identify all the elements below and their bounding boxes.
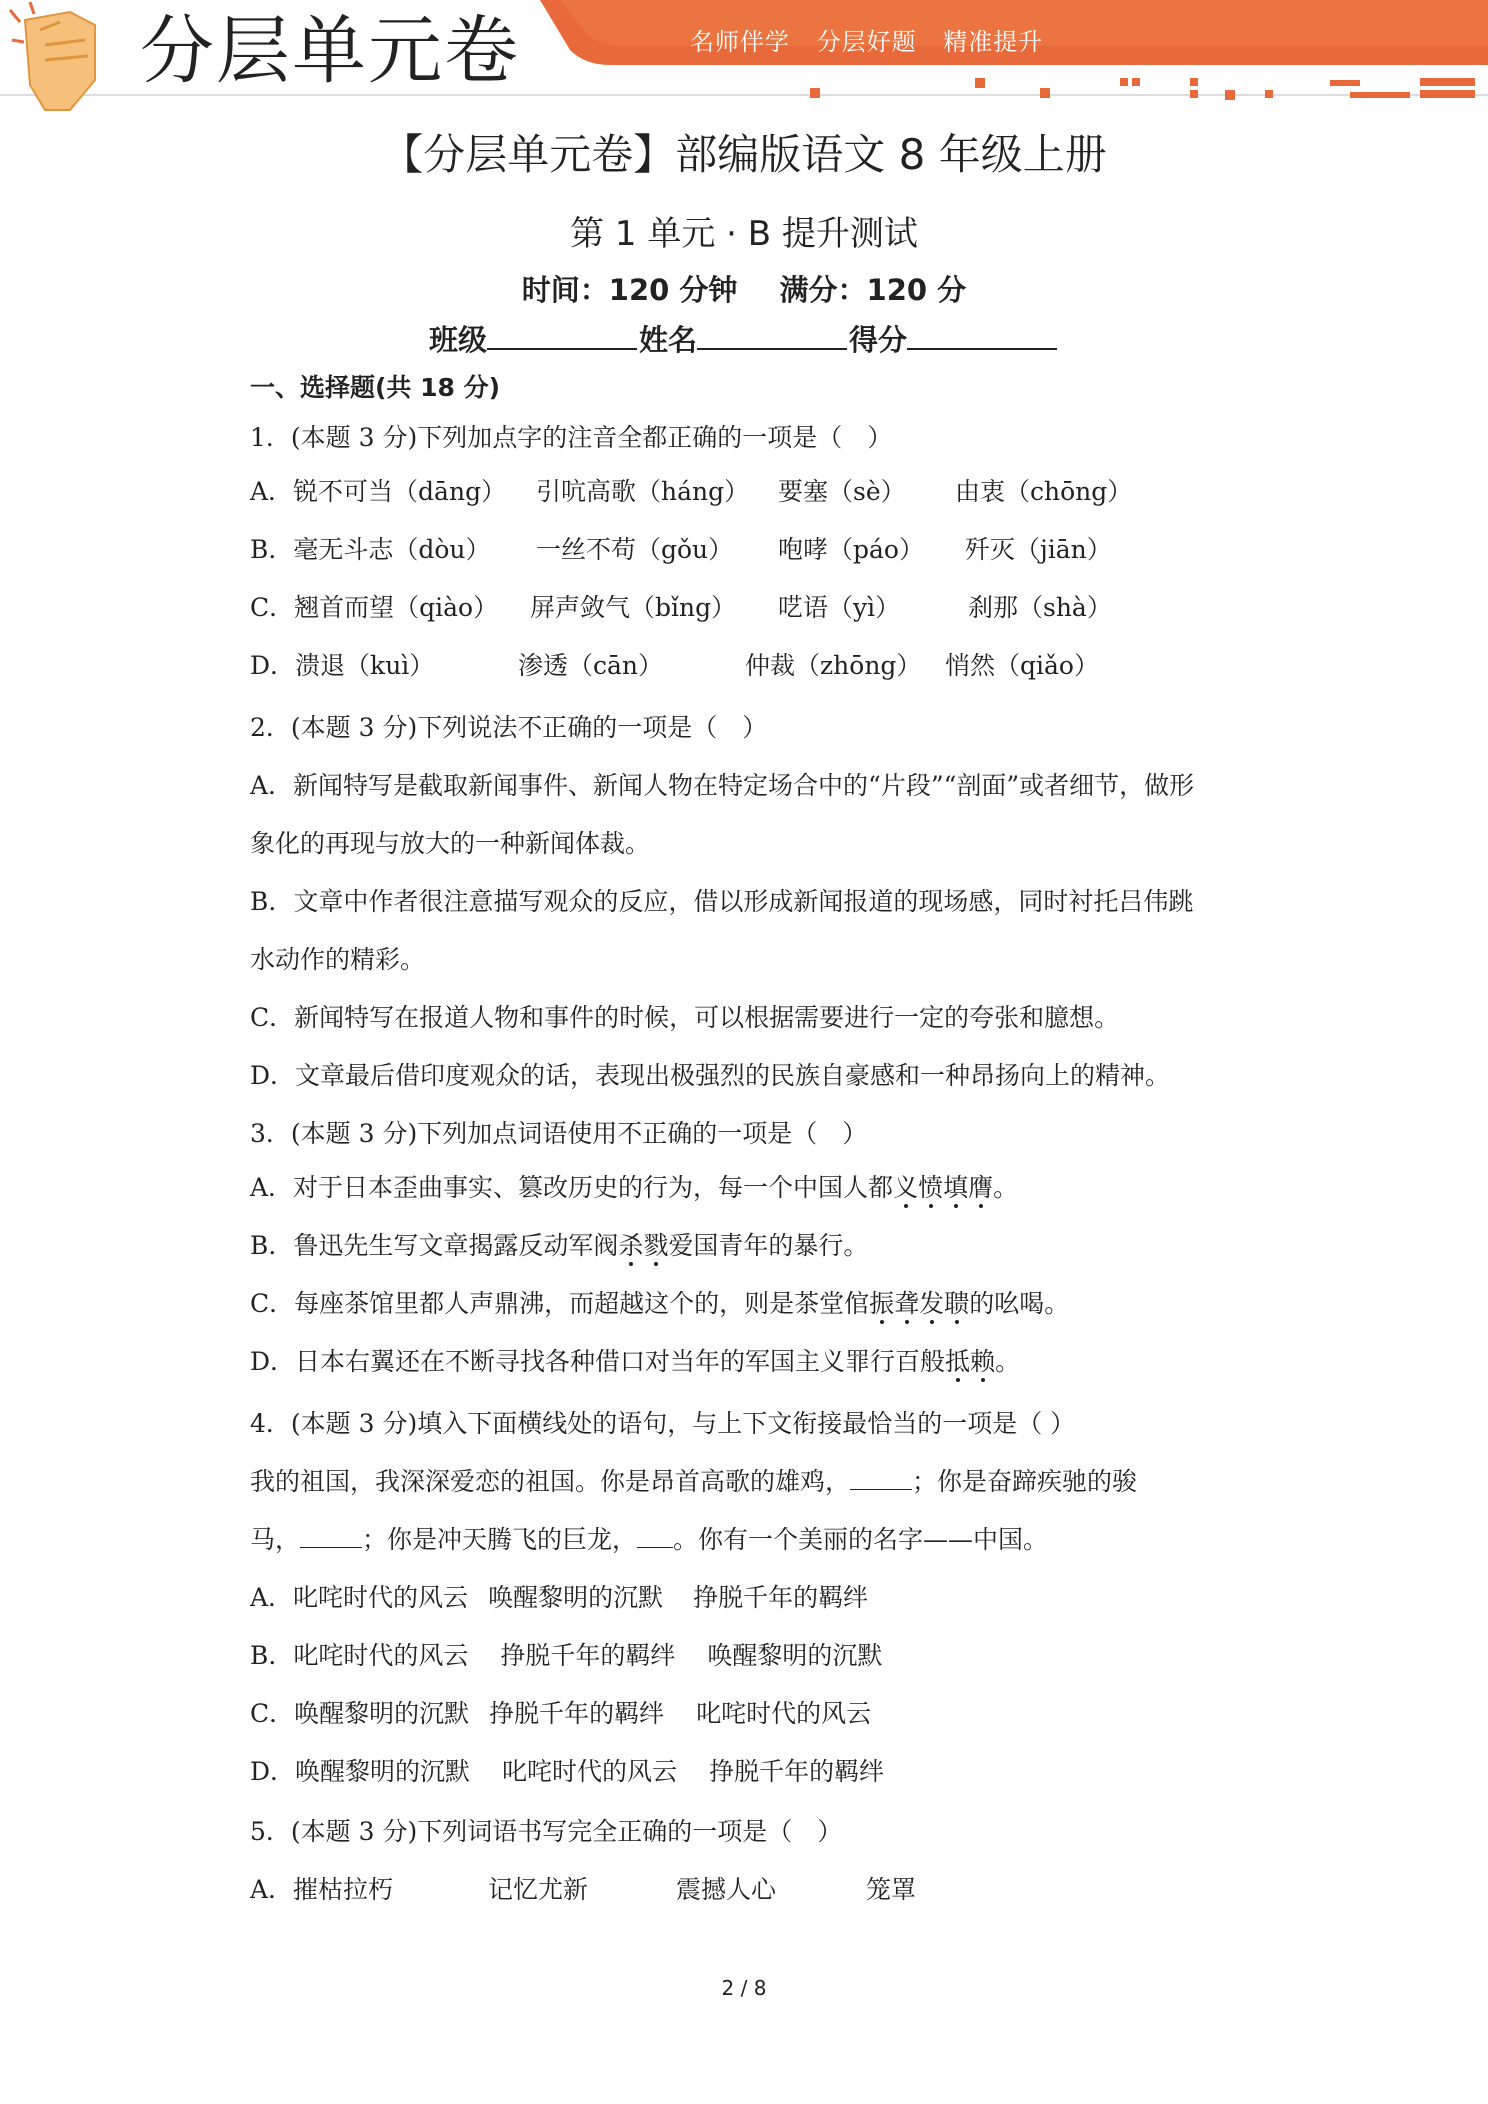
- q2-option-d[interactable]: D．文章最后借印度观众的话，表现出极强烈的民族自豪感和一种昂扬向上的精神。: [250, 1061, 1171, 1090]
- student-fields: [0, 318, 1488, 359]
- q2-option-b[interactable]: B．文章中作者很注意描写观众的反应，借以形成新闻报道的现场感，同时衬托吕伟跳: [250, 887, 1194, 916]
- q4-option-a[interactable]: A．叱咤时代的风云 唤醒黎明的沉默 挣脱千年的羁绊: [250, 1583, 869, 1612]
- page-number: 2 / 8: [721, 1976, 767, 2000]
- q2-option-a[interactable]: A．新闻特写是截取新闻事件、新闻人物在特定场合中的“片段”“剖面”或者细节，做形: [250, 771, 1195, 800]
- q3-option-d[interactable]: D．日本右翼还在不断寻找各种借口对当年的军国主义罪行百般抵赖。: [250, 1347, 1021, 1376]
- score-field-label: 得分: [849, 323, 908, 357]
- q2-option-a-cont: 象化的再现与放大的一种新闻体裁。: [250, 829, 651, 858]
- score-blank[interactable]: [907, 320, 1057, 350]
- dotted-word: 振聋发聩: [869, 1289, 970, 1318]
- class-label: 班级: [428, 323, 487, 357]
- q4-option-c[interactable]: C．唤醒黎明的沉默 挣脱千年的羁绊 叱咤时代的风云: [250, 1699, 872, 1728]
- q2-option-c[interactable]: C．新闻特写在报道人物和事件的时候，可以根据需要进行一定的夸张和臆想。: [250, 1003, 1120, 1032]
- q4-passage-line2: 马， ；你是冲天腾飞的巨龙， 。你有一个美丽的名字——中国。: [250, 1525, 1049, 1554]
- answer-blank[interactable]: [300, 1525, 362, 1548]
- header-banner: [0, 0, 1488, 120]
- q4-option-d[interactable]: D．唤醒黎明的沉默 叱咤时代的风云 挣脱千年的羁绊: [250, 1757, 885, 1786]
- q3-option-b[interactable]: B．鲁迅先生写文章揭露反动军阀杀戮爱国青年的暴行。: [250, 1231, 869, 1260]
- q3-option-a[interactable]: A．对于日本歪曲事实、篡改历史的行为，每一个中国人都义愤填膺。: [250, 1173, 1019, 1202]
- fist-logo-icon: [10, 2, 95, 110]
- answer-blank[interactable]: [637, 1525, 673, 1548]
- q4-option-b[interactable]: B．叱咤时代的风云 挣脱千年的羁绊 唤醒黎明的沉默: [250, 1641, 883, 1670]
- dotted-word: 杀戮: [618, 1231, 669, 1260]
- q2-option-b-cont: 水动作的精彩。: [250, 945, 426, 974]
- document-subtitle: 第 1 单元 · B 提升测试: [570, 214, 918, 254]
- dotted-word: 抵赖: [945, 1347, 996, 1376]
- q2-stem: 2．(本题 3 分)下列说法不正确的一项是（ ）: [250, 713, 768, 742]
- document-title: 【分层单元卷】部编版语文 8 年级上册: [381, 130, 1107, 179]
- exam-info: [0, 268, 1488, 309]
- q3-option-c[interactable]: C．每座茶馆里都人声鼎沸，而超越这个的，则是茶堂倌振聋发聩的吆喝。: [250, 1289, 1070, 1318]
- q5-stem: 5．(本题 3 分)下列词语书写完全正确的一项是（ ）: [250, 1817, 843, 1846]
- name-label: 姓名: [638, 323, 697, 357]
- section-heading: 一、选择题(共 18 分): [250, 373, 501, 402]
- q1-stem: 1．(本题 3 分)下列加点字的注音全都正确的一项是（ ）: [250, 423, 893, 452]
- q4-stem: 4．(本题 3 分)填入下面横线处的语句，与上下文衔接最恰当的一项是（ ）: [250, 1409, 1076, 1438]
- name-blank[interactable]: [697, 320, 847, 350]
- score-label: 满分：120 分: [779, 273, 967, 307]
- time-label: 时间：120 分钟: [521, 273, 738, 307]
- q3-stem: 3．(本题 3 分)下列加点词语使用不正确的一项是（ ）: [250, 1119, 868, 1148]
- answer-blank[interactable]: [850, 1467, 912, 1490]
- brand-title: 分层单元卷: [140, 8, 520, 94]
- q4-passage-line1: 我的祖国，我深深爱恋的祖国。你是昂首高歌的雄鸡， ；你是奋蹄疾驰的骏: [250, 1467, 1138, 1496]
- class-blank[interactable]: [487, 320, 637, 350]
- dotted-word: 义愤填膺: [893, 1173, 994, 1202]
- brand-slogan: 名师伴学 分层好题 精准提升: [690, 28, 1044, 56]
